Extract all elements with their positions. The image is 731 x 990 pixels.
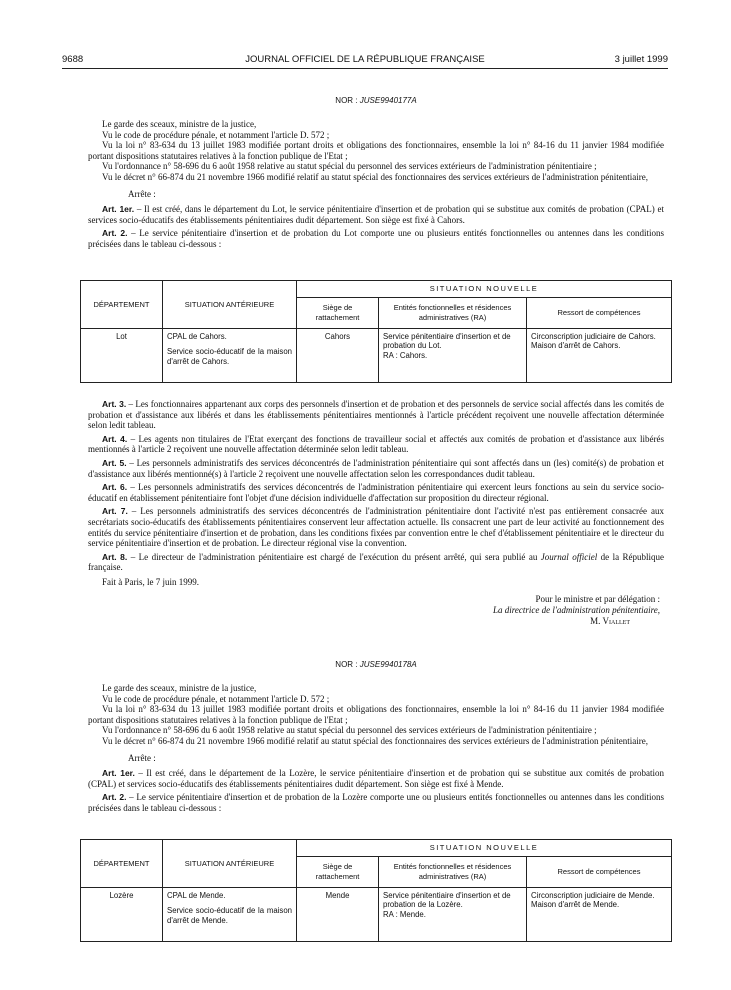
cell-line: CPAL de Mende. (167, 890, 226, 900)
article-6: Art. 6. – Les personnels administratifs des services déconcentrés de l'administration pénitentiaire qui exercent leurs fonctions au sein du service socio-éducatif en établissement pénitentiaire font l'objet d'une décision individuelle d'affectation sur proposition du directeur régional. (88, 482, 664, 503)
cell-line: CPAL de Cahors. (167, 331, 227, 341)
cell-line: Maison d'arrêt de Cahors. (531, 341, 621, 350)
article-3: Art. 3. – Les fonctionnaires appartenant aux corps des personnels d'insertion et de probation et des personnels de service social affectés dans les comités de probation et d'assistance aux libérés et dans les établissements pénitentiaires mentionnés à l'article précédent reçoivent une nouvelle affectation déterminée selon ledit tableau. (88, 399, 665, 431)
cell-entites (379, 887, 527, 941)
signatory-name: M. Viallet (590, 615, 630, 626)
cell-line: Service socio-éducatif de la maison d'arrêt de Mende. (167, 906, 292, 925)
article-8: Art. 8. – Le directeur de l'administration pénitentiaire est chargé de l'exécution du présent arrêté, qui sera publié au Journal officiel de la République française. (88, 551, 665, 573)
col-ressort: Ressort de compétences (527, 297, 672, 328)
cell-ressort (527, 887, 672, 941)
signature-block (88, 594, 664, 627)
visa: Vu l'ordonnance n° 58-696 du 6 août 1958 relative au statut spécial du personnel des services extérieurs de l'administration pénitentiaire ; (102, 161, 597, 172)
cell-siege: Cahors (297, 328, 379, 382)
visa: Vu la loi n° 83-634 du 13 juillet 1983 modifiée portant droits et obligations des fonctionnaires, ensemble la loi n° 84-16 du 11 janvier 1984 modifiée portant dispositions statutaires relatives à la fonction publique de l'Etat ; (88, 140, 664, 161)
journal-title: JOURNAL OFFICIEL DE LA RÉPUBLIQUE FRANÇAISE (245, 54, 485, 65)
article-7: Art. 7. – Les personnels administratifs des services déconcentrés de l'administration pénitentiaire dont l'activité n'est pas entièrement consacrée aux secrétariats socio-éducatifs des établissements pénitentiaires conservent leur affectation actuelle. Ils consacrent une part de leur activité au fonctionnement des entités du service pénitentiaire d'insertion et de probation, dans les conditions fixées par convention entre le chef d'établissement pénitentiaire et le directeur du service pénitentiaire d'insertion et de probation. Le directeur régional vise la convention. (88, 506, 664, 549)
cell-line: Maison d'arrêt de Mende. (531, 900, 620, 909)
cell-situation-anterieure (163, 328, 297, 382)
col-ressort: Ressort de compétences (527, 856, 672, 887)
col-departement: DÉPARTEMENT (81, 840, 163, 888)
cell-line: Service socio-éducatif de la maison d'arrêt de Cahors. (167, 347, 292, 366)
article-1: Art. 1er. – Il est créé, dans le département du Lot, le service pénitentiaire d'insertion et de probation qui se substitue aux comités de probation (CPAL) et services socio-éducatifs des établissements pénitentiaires dudit département. Son siège est fixé à Cahors. (88, 204, 664, 225)
running-header (62, 54, 668, 66)
col-siege: Siège de rattachement (297, 297, 379, 328)
arrete-label: Arrête : (128, 188, 156, 199)
decree-1-articles (88, 396, 664, 627)
decree-1-preamble (88, 96, 664, 250)
nor-reference: NOR : JUSE9940177A (335, 96, 417, 105)
cell-entites (379, 328, 527, 382)
col-situation-nouvelle: SITUATION NOUVELLE (297, 281, 672, 298)
header-rule (62, 68, 668, 69)
fait-a: Fait à Paris, le 7 juin 1999. (102, 576, 199, 587)
cell-situation-anterieure (163, 887, 297, 941)
cell-line: Service pénitentiaire d'insertion et de probation de la Lozère. (383, 890, 511, 909)
visa: Vu la loi n° 83-634 du 13 juillet 1983 modifiée portant droits et obligations des fonctionnaires, ensemble la loi n° 84-16 du 11 janvier 1984 modifiée portant dispositions statutaires relatives à la fonction publique de l'Etat ; (88, 704, 664, 725)
visa: Vu le décret n° 66-874 du 21 novembre 1966 modifié relatif au statut spécial des fonctionnaires des services extérieurs de l'administration pénitentiaire, (102, 171, 649, 182)
col-siege: Siège de rattachement (297, 856, 379, 887)
article-4: Art. 4. – Les agents non titulaires de l'Etat exerçant des fonctions de travailleur social et affectés aux comités de probation et d'assistance aux libérés mentionnés à l'article 2 reçoivent une nouvelle affectation déterminée selon ledit tableau. (88, 433, 664, 455)
nor-reference: NOR : JUSE9940178A (335, 660, 417, 669)
cell-line: RA : Cahors. (383, 350, 428, 360)
col-departement: DÉPARTEMENT (81, 281, 163, 329)
cell-line: RA : Mende. (383, 909, 426, 919)
arrete-label: Arrête : (128, 752, 156, 763)
col-entites: Entités fonctionnelles et résidences administratives (RA) (379, 297, 527, 328)
decree-intro: Le garde des sceaux, ministre de la justice, (102, 119, 257, 129)
article-5: Art. 5. – Les personnels administratifs des services déconcentrés de l'administration pénitentiaire qui sont affectés dans un (les) comité(s) de probation et d'assistance aux libérés mentionné(s) à l'article 2 reçoivent une nouvelle affectation selon les correspondances dudit tableau. (88, 457, 665, 479)
cell-line: Circonscription judiciaire de Cahors. (531, 331, 656, 341)
decree-2-preamble (88, 660, 664, 814)
col-situation-anterieure: SITUATION ANTÉRIEURE (163, 840, 297, 888)
col-entites: Entités fonctionnelles et résidences administratives (RA) (379, 856, 527, 887)
cell-departement: Lot (81, 328, 163, 382)
cell-ressort (527, 328, 672, 382)
visa: Vu l'ordonnance n° 58-696 du 6 août 1958 relative au statut spécial du personnel des services extérieurs de l'administration pénitentiaire ; (102, 725, 597, 736)
col-situation-nouvelle: SITUATION NOUVELLE (297, 840, 672, 857)
cell-departement: Lozère (81, 887, 163, 941)
cell-line: Service pénitentiaire d'insertion et de probation du Lot. (383, 331, 511, 350)
visa: Vu le décret n° 66-874 du 21 novembre 1966 modifié relatif au statut spécial des fonctionnaires des services extérieurs de l'administration pénitentiaire, (102, 735, 649, 746)
visa: Vu le code de procédure pénale, et notamment l'article D. 572 ; (102, 693, 330, 704)
signature-line: Pour le ministre et par délégation : (535, 593, 660, 604)
decree-2-table (80, 839, 672, 942)
col-situation-anterieure: SITUATION ANTÉRIEURE (163, 281, 297, 329)
decree-intro: Le garde des sceaux, ministre de la justice, (102, 683, 257, 693)
article-2: Art. 2. – Le service pénitentiaire d'insertion et de probation de la Lozère comporte une ou plusieurs entités fonctionnelles ou antennes dans les conditions précisées dans le tableau ci-dessous : (88, 792, 664, 813)
page-number: 9688 (62, 54, 84, 65)
signature-line: La directrice de l'administration pénitentiaire, (493, 604, 660, 615)
article-1: Art. 1er. – Il est créé, dans le département de la Lozère, le service pénitentiaire d'insertion et de probation qui se substitue aux comités de probation (CPAL) et services socio-éducatifs des établissements pénitentiaires dudit département. Son siège est fixé à Mende. (88, 768, 664, 789)
issue-date: 3 juillet 1999 (614, 54, 668, 65)
cell-line: Circonscription judiciaire de Mende. (531, 890, 655, 900)
decree-1-table (80, 280, 672, 383)
cell-siege: Mende (297, 887, 379, 941)
visa: Vu le code de procédure pénale, et notamment l'article D. 572 ; (102, 129, 330, 140)
article-2: Art. 2. – Le service pénitentiaire d'insertion et de probation du Lot comporte une ou plusieurs entités fonctionnelles ou antennes dans les conditions précisées dans le tableau ci-dessous : (88, 228, 664, 249)
